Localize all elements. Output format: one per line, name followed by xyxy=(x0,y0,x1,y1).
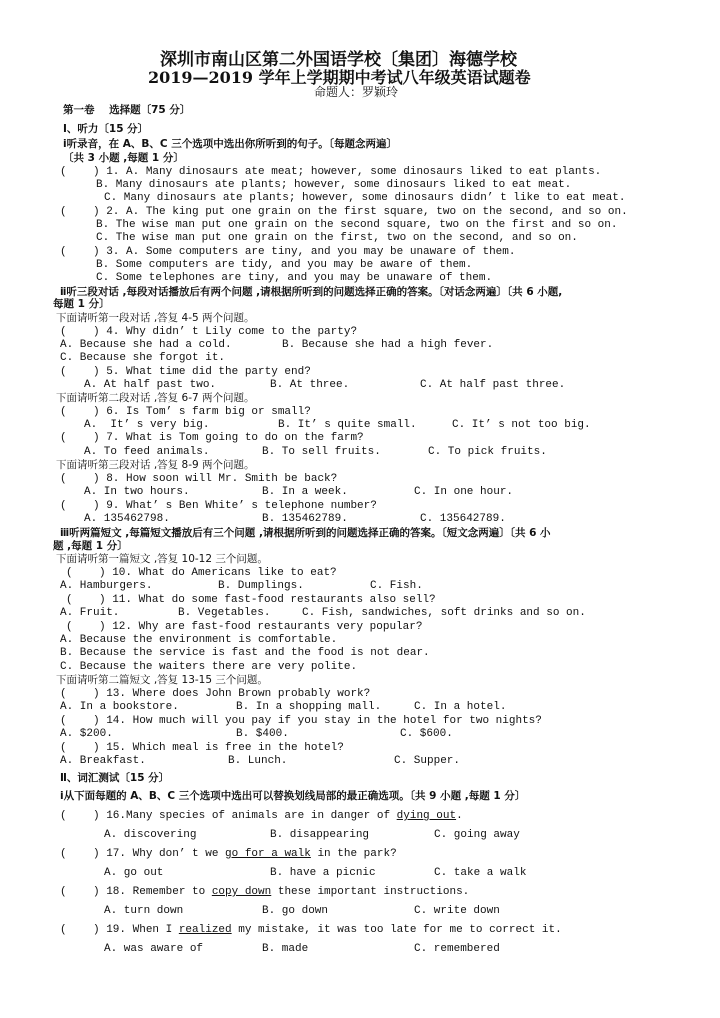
question-7-option-c: C. To pick fruits. xyxy=(428,446,547,458)
question-5-option-b: B. At three. xyxy=(270,379,350,391)
question-9-option-a: A. 135462798. xyxy=(84,513,170,525)
question-1: ( ) 1. A. Many dinosaurs ate meat; however, some dinosaurs liked to eat plants. xyxy=(60,166,602,178)
question-19-option-a: A. was aware of xyxy=(104,943,204,955)
listening-heading: Ⅰ、听力〔15 分〕 xyxy=(63,123,149,135)
question-2: ( ) 2. A. The king put one grain on the first square, two on the second, and so on. xyxy=(60,206,628,218)
question-17-option-b: B. have a picnic xyxy=(270,867,376,879)
question-12-option-a: A. Because the environment is comfortable. xyxy=(60,634,338,646)
question-18-option-b: B. go down xyxy=(262,905,329,917)
underlined-phrase: copy down xyxy=(211,886,272,898)
exam-author: 命题人：罗颖玲 xyxy=(314,85,399,99)
question-5-option-c: C. At half past three. xyxy=(420,379,566,391)
question-6-option-b: B. It’ s quite small. xyxy=(278,419,417,431)
question-4: ( ) 4. Why didn’ t Lily come to the party? xyxy=(60,326,358,338)
underlined-phrase: dying out xyxy=(396,810,457,822)
question-11-option-b: B. Vegetables. xyxy=(178,607,271,619)
question-8-option-c: C. In one hour. xyxy=(414,486,514,498)
section-ii-count: 每题 1 分〕 xyxy=(53,298,110,310)
section-i-instructions: ⅰ听录音，在 A、B、C 三个选项中选出你所听到的句子。〔每题念两遍〕 xyxy=(63,138,397,150)
question-1-option-c: C. Many dinosaurs ate plants; however, some dinosaurs didn’ t like to eat meat. xyxy=(104,192,626,204)
question-12-option-c: C. Because the waiters there are very polite. xyxy=(60,661,358,673)
question-10-option-c: C. Fish. xyxy=(370,580,423,592)
question-3-option-b: B. Some computers are tidy, and you may be aware of them. xyxy=(96,259,473,271)
question-9-option-b: B. 135462789. xyxy=(262,513,348,525)
question-8-option-a: A. In two hours. xyxy=(84,486,190,498)
question-8: ( ) 8. How soon will Mr. Smith be back? xyxy=(60,473,338,485)
vocabulary-instructions: ⅰ从下面每题的 A、B、C 三个选项中选出可以替换划线局部的最正确选项。〔共 9 小题 ,每题 1 分〕 xyxy=(60,790,526,802)
question-4-option-b: B. Because she had a high fever. xyxy=(282,339,494,351)
question-11: ( ) 11. What do some fast-food restaurants also sell? xyxy=(66,594,436,606)
dialogue-2-intro: 下面请听第二段对话 ,答复 6-7 两个问题。 xyxy=(56,392,255,404)
part1-heading: 第一卷 选择题〔75 分〕 xyxy=(63,104,191,116)
question-13-option-a: A. In a bookstore. xyxy=(60,701,179,713)
question-15-option-c: C. Supper. xyxy=(394,755,461,767)
question-5-option-a: A. At half past two. xyxy=(84,379,217,391)
question-4-option-a: A. Because she had a cold. xyxy=(60,339,232,351)
question-5: ( ) 5. What time did the party end? xyxy=(60,366,311,378)
question-7-option-b: B. To sell fruits. xyxy=(262,446,381,458)
underlined-phrase: go for a walk xyxy=(225,848,311,860)
section-ii-instructions: ⅱ听三段对话 ,每段对话播放后有两个问题 ,请根据所听到的问题选择正确的答案。〔对话念两遍〕〔共 6 小题, xyxy=(60,286,563,298)
question-4-option-c: C. Because she forgot it. xyxy=(60,352,226,364)
question-14-option-c: C. $600. xyxy=(400,728,453,740)
question-10: ( ) 10. What do Americans like to eat? xyxy=(66,567,337,579)
question-11-option-c: C. Fish, sandwiches, soft drinks and so on. xyxy=(302,607,586,619)
section-iii-instructions: ⅲ听两篇短文 ,每篇短文播放后有三个问题 ,请根据所听到的问题选择正确的答案。〔短文念两遍〕〔共 6 小 xyxy=(60,527,551,539)
question-17-option-a: A. go out xyxy=(104,867,164,879)
question-10-option-b: B. Dumplings. xyxy=(218,580,304,592)
question-6-option-a: A. It’ s very big. xyxy=(84,419,210,431)
question-17: ( ) 17. Why don’ t we go for a walk in the park? xyxy=(60,848,397,860)
section-i-count: 〔共 3 小题 ,每题 1 分〕 xyxy=(63,152,184,164)
question-18-option-a: A. turn down xyxy=(104,905,184,917)
underlined-phrase: realized xyxy=(178,924,232,936)
question-16: ( ) 16.Many species of animals are in danger of dying out. xyxy=(60,810,463,822)
question-17-option-c: C. take a walk xyxy=(434,867,527,879)
vocabulary-heading: Ⅱ、词汇测试〔15 分〕 xyxy=(60,772,170,784)
question-9-option-c: C. 135642789. xyxy=(420,513,506,525)
question-19-option-b: B. made xyxy=(262,943,309,955)
question-6: ( ) 6. Is Tom’ s farm big or small? xyxy=(60,406,311,418)
exam-title-term: 2019—2019 学年上学期期中考试八年级英语试题卷 xyxy=(148,68,531,87)
question-12: ( ) 12. Why are fast-food restaurants very popular? xyxy=(66,621,423,633)
question-15-option-b: B. Lunch. xyxy=(228,755,288,767)
question-14: ( ) 14. How much will you pay if you stay in the hotel for two nights? xyxy=(60,715,542,727)
passage-2-intro: 下面请听第二篇短文 ,答复 13-15 三个问题。 xyxy=(56,674,268,686)
question-1-option-b: B. Many dinosaurs ate plants; however, some dinosaurs liked to eat meat. xyxy=(96,179,572,191)
question-11-option-a: A. Fruit. xyxy=(60,607,120,619)
question-13-option-b: B. In a shopping mall. xyxy=(236,701,382,713)
question-13-option-c: C. In a hotel. xyxy=(414,701,507,713)
question-2-option-b: B. The wise man put one grain on the second square, two on the first and so on. xyxy=(96,219,618,231)
passage-1-intro: 下面请听第一篇短文 ,答复 10-12 三个问题。 xyxy=(56,553,268,565)
section-iii-count: 题 ,每题 1 分〕 xyxy=(53,540,128,552)
question-7: ( ) 7. What is Tom going to do on the farm? xyxy=(60,432,364,444)
question-10-option-a: A. Hamburgers. xyxy=(60,580,153,592)
question-3: ( ) 3. A. Some computers are tiny, and you may be unaware of them. xyxy=(60,246,516,258)
question-3-option-c: C. Some telephones are tiny, and you may be unaware of them. xyxy=(96,272,493,284)
question-19: ( ) 19. When I realized my mistake, it was too late for me to correct it. xyxy=(60,924,562,936)
question-14-option-a: A. $200. xyxy=(60,728,113,740)
dialogue-1-intro: 下面请听第一段对话 ,答复 4-5 两个问题。 xyxy=(56,312,255,324)
question-15-option-a: A. Breakfast. xyxy=(60,755,146,767)
question-9: ( ) 9. What’ s Ben White’ s telephone number? xyxy=(60,500,377,512)
question-15: ( ) 15. Which meal is free in the hotel? xyxy=(60,742,344,754)
question-16-option-c: C. going away xyxy=(434,829,520,841)
question-18: ( ) 18. Remember to copy down these important instructions. xyxy=(60,886,470,898)
question-14-option-b: B. $400. xyxy=(236,728,289,740)
question-6-option-c: C. It’ s not too big. xyxy=(452,419,591,431)
question-12-option-b: B. Because the service is fast and the food is not dear. xyxy=(60,647,430,659)
dialogue-3-intro: 下面请听第三段对话 ,答复 8-9 两个问题。 xyxy=(56,459,255,471)
exam-title-school: 深圳市南山区第二外国语学校〔集团〕海德学校 xyxy=(160,50,517,70)
question-18-option-c: C. write down xyxy=(414,905,500,917)
question-7-option-a: A. To feed animals. xyxy=(84,446,210,458)
question-8-option-b: B. In a week. xyxy=(262,486,348,498)
question-19-option-c: C. remembered xyxy=(414,943,500,955)
question-2-option-c: C. The wise man put one grain on the first, two on the second, and so on. xyxy=(96,232,578,244)
question-16-option-a: A. discovering xyxy=(104,829,197,841)
question-16-option-b: B. disappearing xyxy=(270,829,370,841)
question-13: ( ) 13. Where does John Brown probably work? xyxy=(60,688,371,700)
